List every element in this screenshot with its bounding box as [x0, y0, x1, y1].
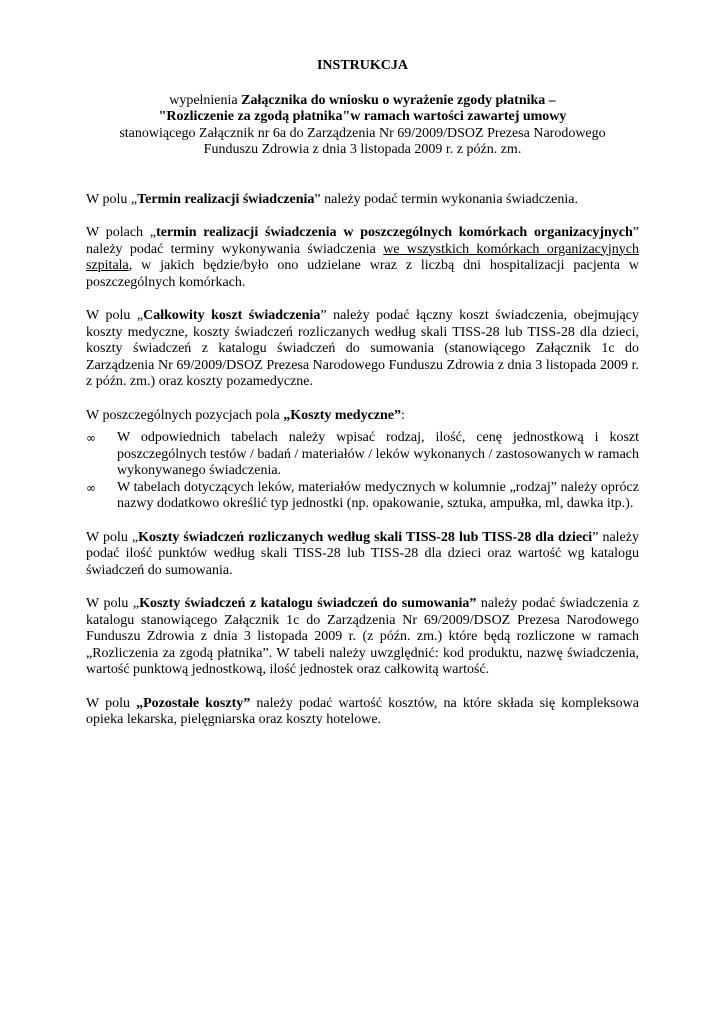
para2-pre: W polach „: [86, 225, 157, 240]
para7-bold: „Pozostałe koszty”: [136, 695, 251, 711]
para3-post: ” należy podać łączny koszt świadczenia, obejmujący koszty medyczne, koszty świadczeń rozliczanych według skali TISS-28 lub TISS-28 dla dzieci, koszty świadczeń z katalogu świadczeń do sumowania (stanowiącego Załącznik 1c do Zarządzenia Nr 69/2009/DSOZ Prezesa Narodowego Funduszu Zdrowia z dnia 3 listopada 2009 r. z późn. zm.) oraz koszty pozamedyczne.: [86, 308, 639, 389]
para2-mid: ” należy podać terminy wykonywania świadczenia: [86, 225, 639, 257]
bullet-text: W odpowiednich tabelach należy wpisać rodzaj, ilość, cenę jednostkową i koszt poszczególnych testów / badań / materiałów / leków wykonanych / zastosowanych w ramach wykonywanego świadczenia.: [117, 430, 639, 478]
subtitle-line-2-bold: "Rozliczenie za zgodą płatnika"w ramach wartości zawartej umowy: [158, 109, 567, 124]
document-title: INSTRUKCJA: [316, 58, 408, 73]
infinity-bullet-icon: ∞: [86, 480, 96, 495]
para5-bold: Koszty świadczeń rozliczanych według skali TISS-28 lub TISS-28 dla dzieci: [138, 529, 593, 545]
document-page: [86, 58, 639, 746]
paragraph-tiss-28: [86, 530, 639, 580]
para7-post: należy podać wartość kosztów, na które składa się kompleksowa opieka lekarska, pielęgniarska oraz koszty hotelowe.: [86, 695, 640, 727]
subtitle-line-1-bold: Załącznika do wniosku o wyrażenie zgody płatnika –: [241, 92, 556, 108]
para6-pre: W polu „: [86, 596, 140, 611]
bullet-text: W tabelach dotyczących leków, materiałów medycznych w kolumnie „rodzaj” należy oprócz nazwy dodatkowo określić typ jednostki (np. opakowanie, sztuka, ampułka, ml, dawka itp.).: [117, 479, 639, 511]
para4-pre: W poszczególnych pozycjach pola: [86, 407, 284, 423]
para5-post: ” należy podać ilość punktów według skali TISS-28 lub TISS-28 dla dzieci oraz wartość wg katalogu świadczeń do sumowania.: [86, 529, 639, 578]
paragraph-katalog-swiadczen: [86, 596, 639, 679]
paragraph-pozostale-koszty: [86, 696, 639, 729]
subtitle-line-1-prefix: wypełnienia: [169, 92, 242, 108]
subtitle-line-2: [86, 109, 639, 126]
para6-bold: Koszty świadczeń z katalogu świadczeń do sumowania”: [139, 596, 477, 611]
para1-post: ” należy podać termin wykonania świadczenia.: [314, 191, 578, 207]
paragraph-calkowity-koszt: [86, 308, 639, 391]
para2-post: , w jakich będzie/było ono udzielane wraz z liczbą dni hospitalizacji pacjenta w poszczególnych komórkach.: [86, 258, 639, 290]
para4-post: :: [401, 407, 405, 423]
document-subtitle: [86, 93, 639, 159]
paragraph-termin-realizacji: [86, 192, 639, 209]
bullet-list: [86, 430, 639, 513]
infinity-bullet-icon: ∞: [86, 431, 96, 445]
paragraph-komorki-organizacyjne: [86, 225, 639, 291]
para2-bold: termin realizacji świadczenia w poszczególnych komórkach organizacyjnych: [156, 225, 633, 240]
para6-post: należy podać świadczenia z katalogu stanowiącego Załącznik 1c do Zarządzenia Nr 69/2009/DSOZ Prezesa Narodowego Funduszu Zdrowia z dnia 3 listopada 2009 r. (z późn. zm.) które będą rozliczone w ramach „Rozliczenia za zgodą płatnika”. W tabeli należy uwzględnić: kod produktu, nazwę świadczenia, wartość punktową jednostkową, ilość jednostek oraz całkowitą wartość.: [86, 596, 639, 677]
subtitle-line-4: Funduszu Zdrowia z dnia 3 listopada 2009 r. z późn. zm.: [203, 142, 522, 157]
para1-pre: W polu „: [86, 191, 138, 207]
para4-bold: „Koszty medyczne”: [283, 407, 402, 423]
list-item: [86, 480, 639, 513]
subtitle-line-3: stanowiącego Załącznik nr 6a do Zarządzenia Nr 69/2009/DSOZ Prezesa Narodowego: [119, 125, 606, 141]
para1-bold: Termin realizacji świadczenia: [137, 191, 315, 207]
list-item: [86, 430, 639, 480]
para7-pre: W polu: [86, 695, 137, 711]
para5-pre: W polu „: [86, 529, 139, 545]
paragraph-koszty-medyczne: [86, 408, 639, 425]
para3-bold: Całkowity koszt świadczenia: [143, 308, 321, 323]
subtitle-line-1: [86, 93, 639, 110]
para2-underlined: we wszystkich komórkach organizacyjnych szpitala: [86, 241, 639, 273]
para3-pre: W polu „: [86, 308, 144, 323]
